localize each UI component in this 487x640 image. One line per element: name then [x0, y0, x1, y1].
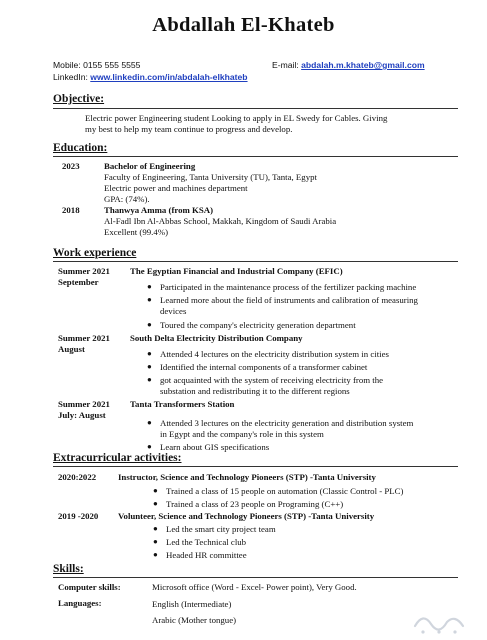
- computer-skills-value: Microsoft office (Word - Excel- Power point), Very Good.: [152, 582, 357, 592]
- language-item: Arabic (Mother tongue): [152, 615, 237, 625]
- bullet-icon: ●: [147, 418, 152, 427]
- email-label: E-mail:: [272, 60, 299, 70]
- work-bullet: ● Toured the company's electricity generation department: [147, 320, 356, 330]
- cv-name: Abdallah El-Khateb: [152, 14, 335, 36]
- bullet-icon: ●: [153, 486, 158, 495]
- work-date: Summer 2021: [58, 266, 110, 276]
- linkedin-line: [53, 72, 248, 82]
- education-year: 2023: [62, 161, 80, 171]
- extracurricular-divider: [53, 466, 458, 467]
- work-date-detail: September: [58, 277, 99, 287]
- education-heading: Education:: [53, 142, 108, 154]
- objective-heading: Objective:: [53, 93, 105, 105]
- work-company: South Delta Electricity Distribution Company: [130, 333, 303, 343]
- objective-text-line-2: my best to help my team continue to progress and develop.: [85, 124, 293, 134]
- education-detail: Al-Fadl Ibn Al-Abbas School, Makkah, Kingdom of Saudi Arabia: [104, 216, 337, 226]
- work-bullet-continuation: substation and redistributing it to the different regions: [160, 386, 350, 396]
- mobile-line: [53, 60, 140, 70]
- activity-bullet: ● Headed HR committee: [153, 550, 247, 560]
- languages-label: Languages:: [58, 598, 102, 608]
- work-bullet: ● got acquainted with the system of receiving electricity from the: [147, 375, 384, 385]
- work-bullet: ● Attended 3 lectures on the electricity generation and distribution system: [147, 418, 414, 428]
- email-line: [272, 60, 425, 70]
- mostaql-watermark-icon: [409, 608, 469, 636]
- activity-bullet: ● Trained a class of 23 people on Programing (C++): [153, 499, 344, 509]
- skills-heading: Skills:: [53, 563, 84, 575]
- work-bullet: ● Learn about GIS specifications: [147, 442, 270, 452]
- education-divider: [53, 156, 458, 157]
- language-item: English (Intermediate): [152, 599, 232, 609]
- bullet-icon: ●: [147, 282, 152, 291]
- education-detail: GPA: (74%).: [104, 194, 150, 204]
- activity-date: 2020:2022: [58, 472, 97, 482]
- objective-text-line-1: Electric power Engineering student Looking to apply in EL Swedy for Cables. Giving: [85, 113, 388, 123]
- education-detail: Electric power and machines department: [104, 183, 248, 193]
- work-date: Summer 2021: [58, 333, 110, 343]
- skills-divider: [53, 577, 458, 578]
- education-detail: Excellent (99.4%): [104, 227, 168, 237]
- education-detail: Faculty of Engineering, Tanta University (TU), Tanta, Egypt: [104, 172, 317, 182]
- work-bullet: ● Participated in the maintenance process of the fertilizer packing machine: [147, 282, 417, 292]
- work-divider: [53, 261, 458, 262]
- computer-skills-label: Computer skills:: [58, 582, 121, 592]
- activity-bullet: ● Led the Technical club: [153, 537, 247, 547]
- work-date-detail: August: [58, 344, 85, 354]
- education-degree: Thanwya Amma (from KSA): [104, 205, 214, 215]
- work-bullet: ● Attended 4 lectures on the electricity distribution system in cities: [147, 349, 389, 359]
- activity-bullet: ● Trained a class of 15 people on automation (Classic Control - PLC): [153, 486, 404, 496]
- education-degree: Bachelor of Engineering: [104, 161, 196, 171]
- bullet-icon: ●: [153, 499, 158, 508]
- linkedin-link[interactable]: www.linkedin.com/in/abdalah-elkhateb: [90, 72, 248, 82]
- work-bullet: ● Learned more about the field of instruments and calibration of measuring: [147, 295, 418, 305]
- work-bullet-continuation: in Egypt and the company's role in this system: [160, 429, 324, 439]
- activity-date: 2019 -2020: [58, 511, 99, 521]
- work-bullet: ● Identified the internal components of a transformer cabinet: [147, 362, 368, 372]
- bullet-icon: ●: [147, 349, 152, 358]
- work-bullet-continuation: devices: [160, 306, 187, 316]
- linkedin-label: LinkedIn:: [53, 72, 88, 82]
- bullet-icon: ●: [147, 295, 152, 304]
- bullet-icon: ●: [153, 537, 158, 546]
- bullet-icon: ●: [147, 442, 152, 451]
- objective-divider: [53, 108, 458, 109]
- activity-title: Volunteer, Science and Technology Pioneers (STP) -Tanta University: [118, 511, 375, 521]
- bullet-icon: ●: [147, 320, 152, 329]
- email-link[interactable]: abdalah.m.khateb@gmail.com: [301, 60, 425, 70]
- bullet-icon: ●: [153, 524, 158, 533]
- extracurricular-heading: Extracurricular activities:: [53, 452, 182, 464]
- mobile-number: 0155 555 5555: [83, 60, 141, 70]
- work-company: The Egyptian Financial and Industrial Company (EFIC): [130, 266, 343, 276]
- activity-title: Instructor, Science and Technology Pioneers (STP) -Tanta University: [118, 472, 376, 482]
- bullet-icon: ●: [147, 375, 152, 384]
- bullet-icon: ●: [147, 362, 152, 371]
- work-date: Summer 2021: [58, 399, 110, 409]
- work-date-detail: July: August: [58, 410, 106, 420]
- activity-bullet: ● Led the smart city project team: [153, 524, 276, 534]
- work-company: Tanta Transformers Station: [130, 399, 235, 409]
- education-year: 2018: [62, 205, 80, 215]
- mobile-label: Mobile:: [53, 60, 81, 70]
- bullet-icon: ●: [153, 550, 158, 559]
- work-heading: Work experience: [53, 247, 137, 259]
